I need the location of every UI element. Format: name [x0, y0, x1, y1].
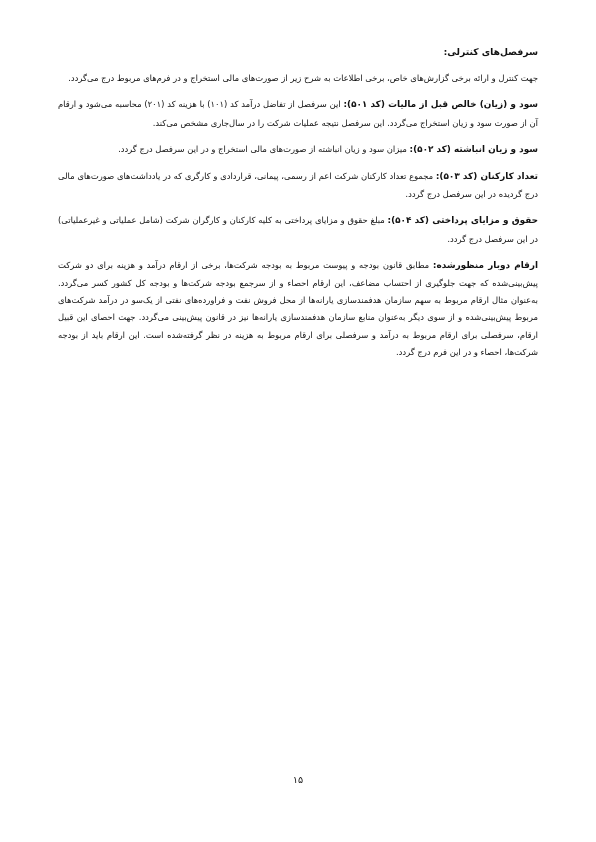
- paragraph-accumulated-profit: [58, 141, 538, 159]
- term-pretax-profit: سود و (زیان) خالص قبل از مالیات (کد ۵۰۱):: [343, 100, 538, 111]
- paragraph-employee-count: [58, 168, 538, 203]
- paragraph-double-counted: [58, 257, 538, 361]
- section-intro: جهت کنترل و ارائه برخی گزارش‌های خاص، برخی اطلاعات به شرح زیر از صورت‌های مالی استخراج و در فرم‌های مربوط درج می‌گردد.: [68, 73, 538, 84]
- page-number: ۱۵: [292, 775, 304, 786]
- section-title: سرفصل‌های کنترلی:: [443, 47, 538, 58]
- paragraph-salaries-benefits: [58, 212, 538, 247]
- text-salaries-benefits: مبلغ حقوق و مزایای پرداختی به کلیه کارکنان و کارگران شرکت (شامل عملیاتی و غیرعملیاتی) در این سرفصل درج گردد.: [58, 215, 538, 244]
- term-accumulated-profit: سود و زیان انباشته (کد ۵۰۲):: [409, 144, 538, 155]
- document-body: [58, 44, 538, 370]
- text-employee-count: مجموع تعداد کارکنان شرکت اعم از رسمی، پیمانی، قراردادی و کارگری که در یادداشت‌های صورت‌های مالی درج گردیده در این سرفصل درج گردد.: [58, 171, 538, 200]
- text-double-counted: مطابق قانون بودجه و پیوست مربوط به بودجه شرکت‌ها، برخی از ارقام درآمد و هزینه برای دو شرکت پیش‌بینی‌شده که جهت جلوگیری از احتساب مضاعف، این ارقام احصاء و از سرجمع بودجه شرکت‌ها و بودجه کل کشور کسر می‌گردد. به‌عنوان مثال ارقام مربوط به سهم سازمان هدفمندسازی یارانه‌ها از محل فروش نفت و فراورده‌های نفتی از یک‌سو در درآمد شرکت‌های مربوط پیش‌بینی‌شده و از سوی دیگر به‌عنوان منابع سازمان هدفمندسازی یارانه‌ها نیز در قانون پیش‌بینی می‌گردد. جهت احصای این قبیل ارقام، سرفصلی برای ارقام مربوط به درآمد و سرفصلی برای ارقام مربوط به هزینه در نظر گرفته‌شده است. این ارقام باید از بودجه شرکت‌ها، احصاء و در این فرم درج گردد.: [58, 259, 538, 357]
- term-employee-count: تعداد کارکنان (کد ۵۰۳):: [435, 172, 538, 183]
- paragraph-pretax-profit: [58, 96, 538, 131]
- text-accumulated-profit: میزان سود و زیان انباشته از صورت‌های مالی استخراج و در این سرفصل درج گردد.: [118, 143, 410, 154]
- term-salaries-benefits: حقوق و مزایای پرداختی (کد ۵۰۴):: [387, 216, 538, 227]
- term-double-counted: ارقام دوبار منظورشده:: [432, 260, 538, 271]
- text-pretax-profit: این سرفصل از تفاضل درآمد کد (۱۰۱) با هزینه کد (۲۰۱) محاسبه می‌شود و ارقام آن از صورت سود و زیان استخراج می‌گردد. این سرفصل نتیجه عملیات شرکت را در سال‌جاری مشخص می‌کند.: [58, 99, 538, 128]
